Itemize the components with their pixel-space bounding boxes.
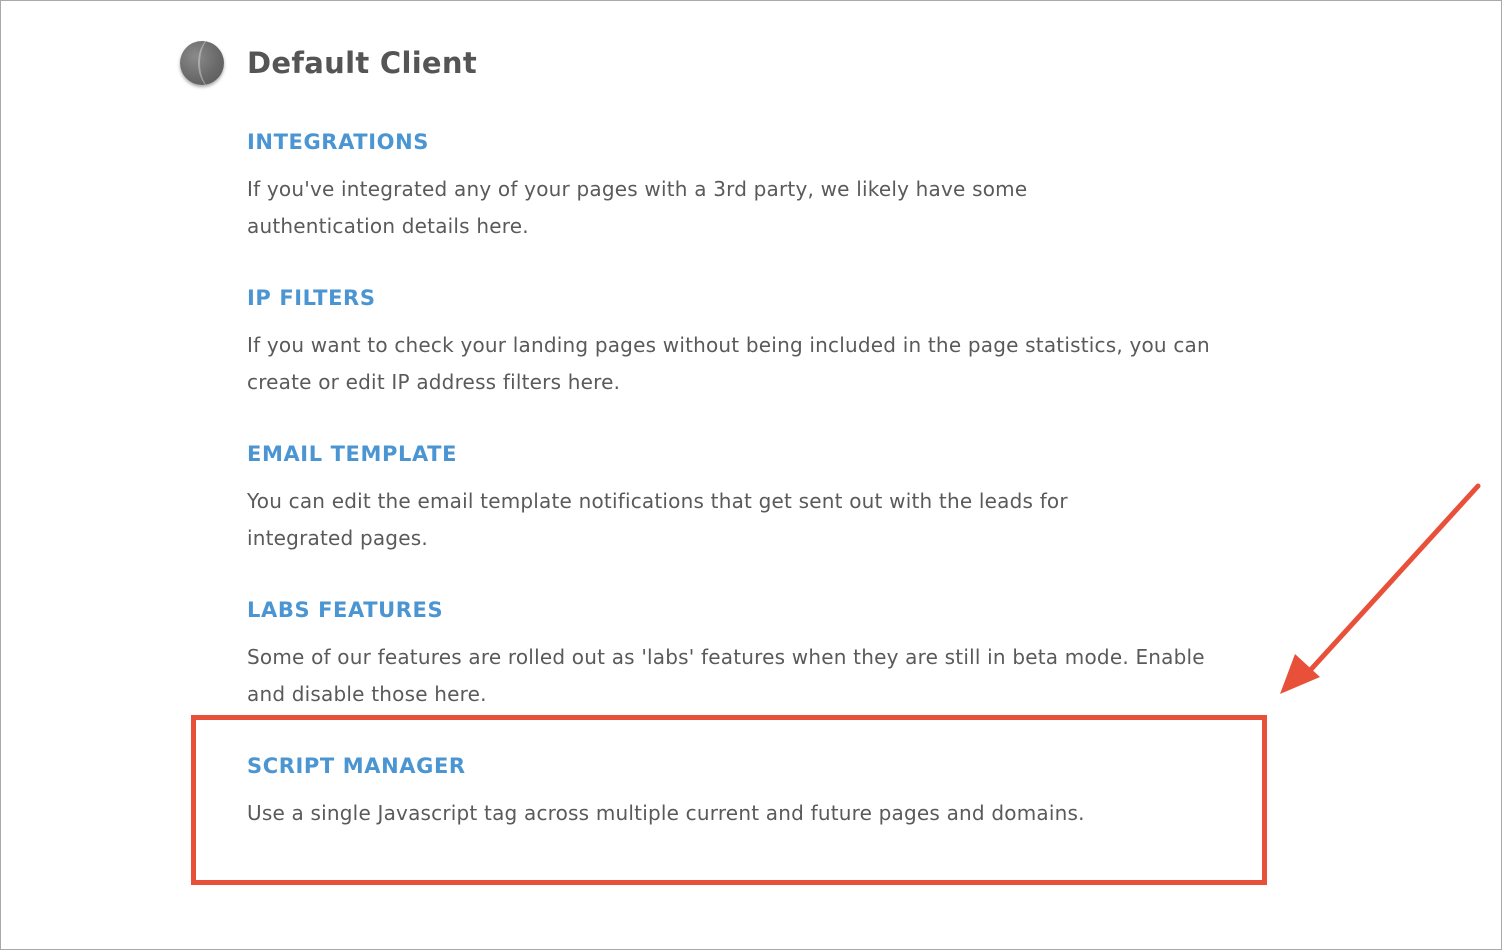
- section-ip-filters: [247, 284, 1247, 401]
- labs-features-description: Some of our features are rolled out as 'labs' features when they are still in beta mode. Enable and disable those here.: [247, 645, 1205, 706]
- section-labs-features: [247, 596, 1247, 713]
- email-template-link[interactable]: EMAIL TEMPLATE: [247, 442, 458, 466]
- section-integrations: [247, 128, 1247, 245]
- highlight-annotation-box: [191, 715, 1267, 885]
- client-header: [180, 40, 477, 86]
- client-title: Default Client: [247, 46, 478, 80]
- ip-filters-description: If you want to check your landing pages without being included in the page statistics, you can create or edit IP address filters here.: [247, 333, 1210, 394]
- ip-filters-link[interactable]: IP FILTERS: [247, 286, 376, 310]
- integrations-description: If you've integrated any of your pages with a 3rd party, we likely have some authentication details here.: [247, 177, 1028, 238]
- script-manager-description: Use a single Javascript tag across multiple current and future pages and domains.: [247, 801, 1085, 825]
- script-manager-link[interactable]: SCRIPT MANAGER: [247, 754, 466, 778]
- section-email-template: [247, 440, 1247, 557]
- email-template-description: You can edit the email template notifications that get sent out with the leads for integrated pages.: [247, 489, 1068, 550]
- client-globe-icon: [180, 41, 224, 85]
- integrations-link[interactable]: INTEGRATIONS: [247, 130, 429, 154]
- labs-features-link[interactable]: LABS FEATURES: [247, 598, 444, 622]
